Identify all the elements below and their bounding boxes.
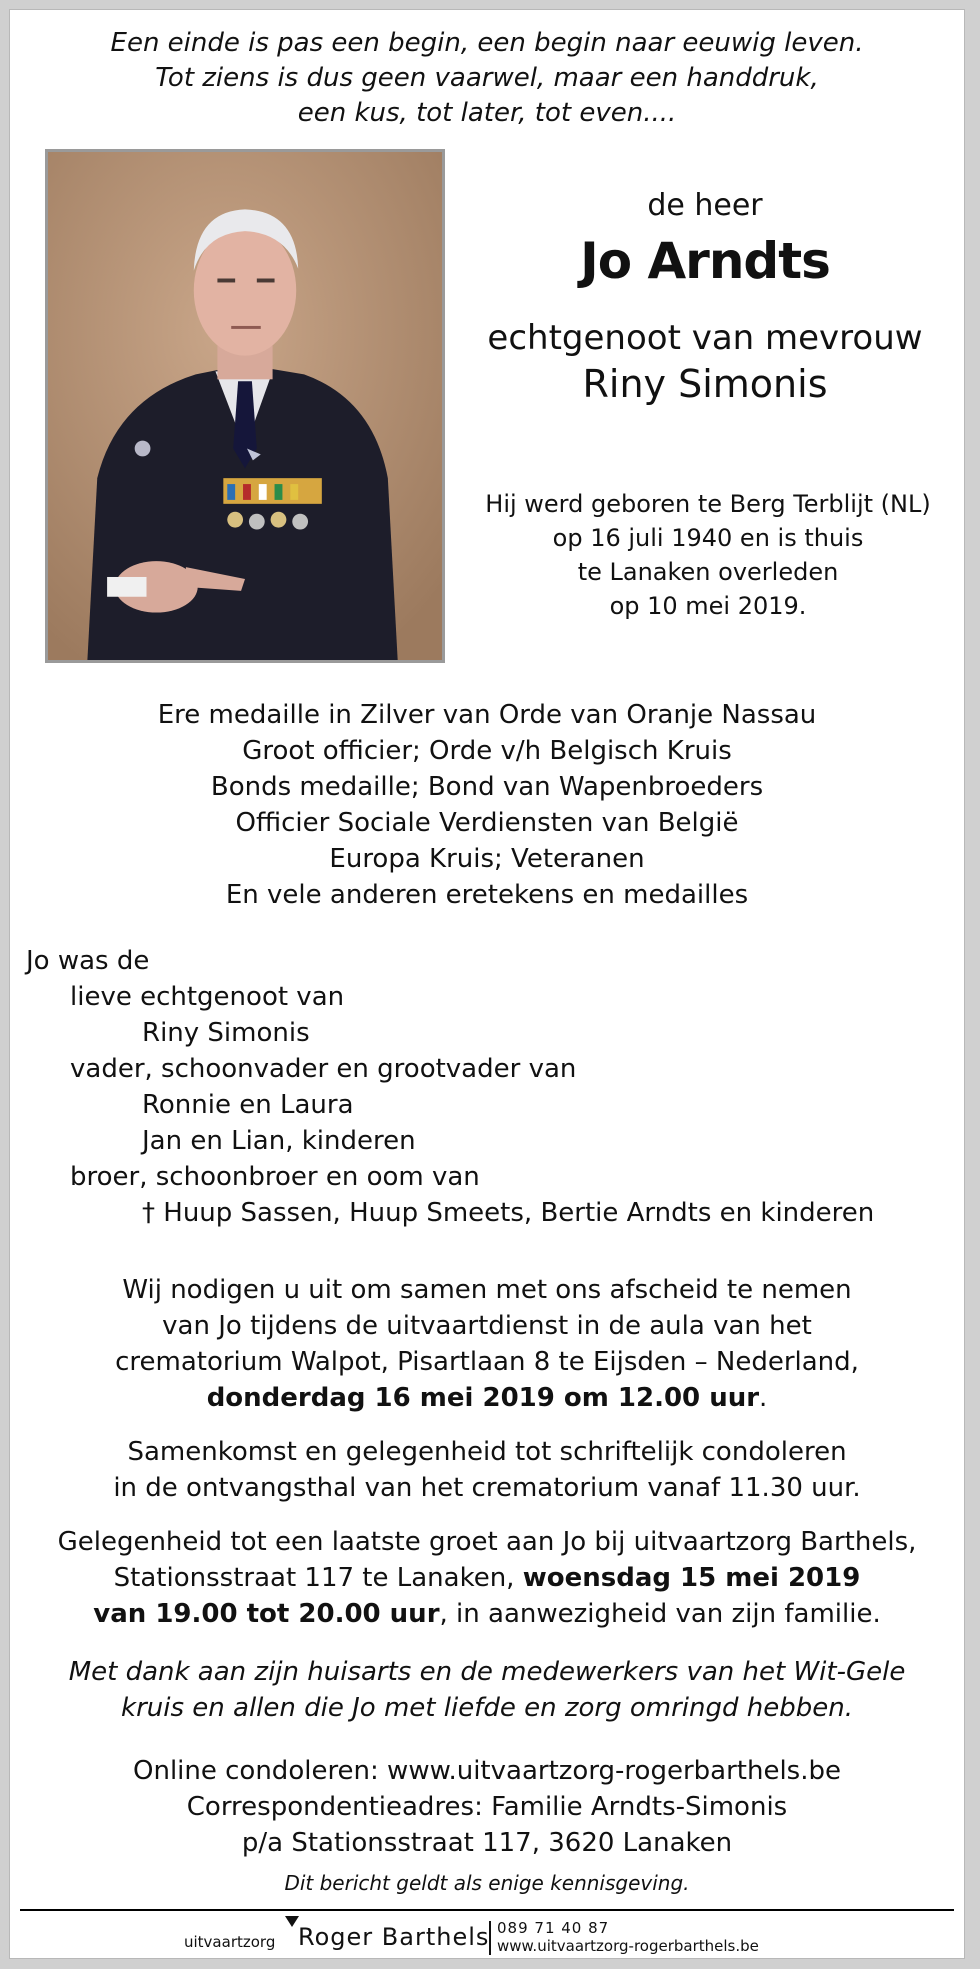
relation-role: broer, schoonbroer en oom van [70, 1162, 480, 1192]
thanks-line: kruis en allen die Jo met liefde en zorg omringd hebben. [121, 1693, 853, 1723]
gathering-line: in de ontvangsthal van het crematorium vanaf 11.30 uur. [113, 1473, 861, 1503]
footer-website: www.uitvaartzorg-rogerbarthels.be [497, 1937, 759, 1955]
correspondence-address: Correspondentieadres: Familie Arndts-Simonis [186, 1792, 788, 1822]
viewing-line [10, 1596, 964, 1632]
funeral-service [10, 1272, 964, 1416]
divider [20, 1909, 954, 1911]
deceased-name: Jo Arndts [580, 232, 830, 290]
relation-group [26, 1159, 874, 1231]
service-line: crematorium Walpot, Pisartlaan 8 te Eijsden – Nederland, [115, 1347, 859, 1377]
relation-person: † Huup Sassen, Huup Smeets, Bertie Arndts en kinderen [142, 1198, 875, 1228]
poem-line: een kus, tot later, tot even.... [297, 98, 677, 128]
service-date-time: donderdag 16 mei 2019 om 12.00 uur [206, 1383, 760, 1413]
honor-item: En vele anderen eretekens en medailles [225, 880, 749, 910]
footer-brand: Roger Barthels [298, 1923, 490, 1951]
honor-item: Ere medaille in Zilver van Orde van Oranje Nassau [157, 700, 817, 730]
poem-line: Tot ziens is dus geen vaarwel, maar een handdruk, [155, 63, 819, 93]
viewing-address: Stationsstraat 117 te Lanaken, [113, 1563, 523, 1593]
footer-label: uitvaartzorg [184, 1933, 276, 1951]
relation-person: Riny Simonis [142, 1018, 310, 1048]
postal-address: p/a Stationsstraat 117, 3620 Lanaken [241, 1828, 733, 1858]
salutation: de heer [647, 188, 763, 223]
gathering-info [10, 1434, 964, 1506]
service-line [10, 1380, 964, 1416]
spouse-name: Riny Simonis [582, 362, 828, 406]
portrait-icon [48, 152, 442, 660]
birth-line: op 16 juli 1940 en is thuis [552, 524, 864, 552]
honor-item: Officier Sociale Verdiensten van België [235, 808, 739, 838]
gathering-line: Samenkomst en gelegenheid tot schriftelijk condoleren [127, 1437, 847, 1467]
spouse-intro: echtgenoot van mevrouw [487, 318, 923, 358]
poem-line: Een einde is pas een begin, een begin naar eeuwig leven. [110, 28, 864, 58]
viewing-note: , in aanwezigheid van zijn familie. [439, 1599, 881, 1629]
footer-phone: 089 71 40 87 [497, 1919, 610, 1937]
relations-intro: Jo was de [26, 946, 150, 976]
opening-poem [10, 26, 964, 131]
thanks-line: Met dank aan zijn huisarts en de medewerkers van het Wit-Gele [68, 1657, 906, 1687]
viewing-time: van 19.00 tot 20.00 uur [93, 1599, 440, 1629]
relation-role: lieve echtgenoot van [70, 982, 345, 1012]
relation-person: Ronnie en Laura [142, 1090, 354, 1120]
relation-group [26, 1051, 874, 1159]
viewing-line: Gelegenheid tot een laatste groet aan Jo bij uitvaartzorg Barthels, [57, 1527, 917, 1557]
relation-person: Jan en Lian, kinderen [142, 1126, 416, 1156]
birth-line: te Lanaken overleden [577, 558, 839, 586]
obituary-card [9, 9, 965, 1959]
service-end: . [759, 1383, 768, 1413]
footer-separator [489, 1921, 491, 1955]
birth-line: op 10 mei 2019. [609, 592, 807, 620]
honor-item: Europa Kruis; Veteranen [329, 844, 645, 874]
family-relations [26, 943, 874, 1231]
viewing-info [10, 1524, 964, 1632]
birth-death-details [450, 487, 966, 623]
viewing-line [10, 1560, 964, 1596]
portrait-photo [45, 149, 445, 663]
viewing-date: woensdag 15 mei 2019 [522, 1563, 861, 1593]
contact-info [10, 1753, 964, 1861]
triangle-icon [285, 1916, 299, 1927]
service-line: Wij nodigen u uit om samen met ons afscheid te nemen [122, 1275, 852, 1305]
honor-item: Groot officier; Orde v/h Belgisch Kruis [242, 736, 732, 766]
relation-group [26, 979, 874, 1051]
thanks-message [10, 1654, 964, 1726]
funeral-home-footer [10, 1915, 964, 1957]
notice-text: Dit bericht geldt als enige kennisgeving. [284, 1871, 690, 1895]
service-line: van Jo tijdens de uitvaartdienst in de aula van het [162, 1311, 812, 1341]
birth-line: Hij werd geboren te Berg Terblijt (NL) [485, 490, 931, 518]
relation-role: vader, schoonvader en grootvader van [70, 1054, 577, 1084]
honors-list [10, 697, 964, 913]
name-block [450, 186, 960, 408]
honor-item: Bonds medaille; Bond van Wapenbroeders [210, 772, 764, 802]
online-condolence: Online condoleren: www.uitvaartzorg-rogerbarthels.be [133, 1756, 841, 1786]
